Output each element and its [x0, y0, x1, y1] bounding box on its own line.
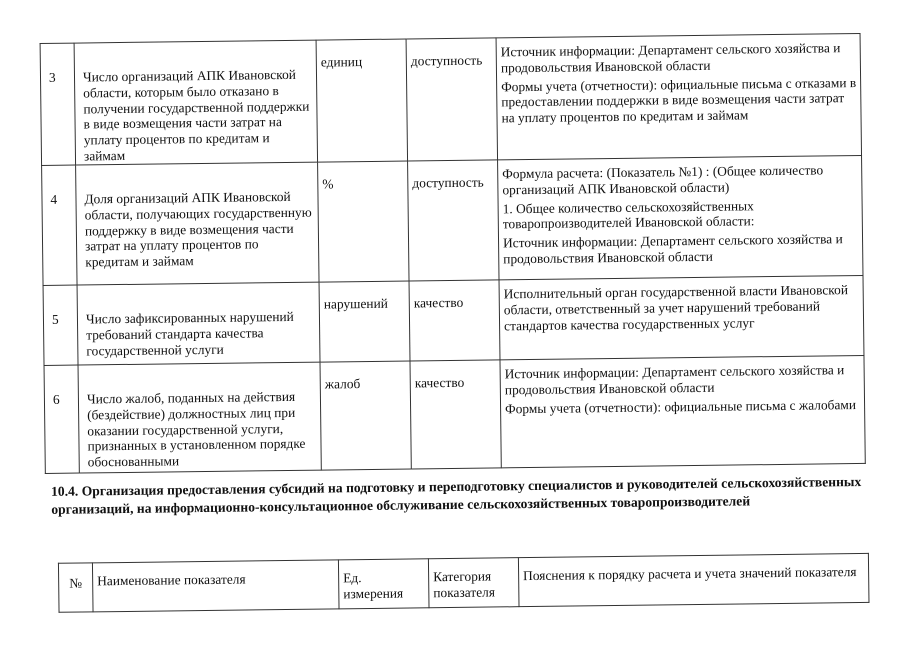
indicator-category: доступность [408, 160, 499, 281]
explanation-paragraph: Источник информации: Департамент сельского хозяйства и продовольствия Ивановской области [504, 362, 845, 398]
row-number: 4 [42, 165, 77, 285]
explanation-paragraph: Формула расчета: (Показатель №1) : (Общее количество организаций АПК Ивановской области) [502, 162, 824, 198]
indicator-category: доступность [406, 38, 497, 161]
section-heading: 10.4. Организация предоставления субсидий на подготовку и переподготовку специалистов и руководителей сельскохозяйственных организаций, на информационно-консультационное обслуживание сельскохозяйственных товаропроизводителей [50, 473, 862, 517]
explanation-paragraph: Исполнительный орган государственной власти Ивановской области, ответственный за учет нарушений требований стандартов качества государственных услуг [503, 282, 849, 333]
next-indicators-table [58, 553, 870, 613]
header-number: № [58, 563, 93, 612]
indicator-category: качество [410, 360, 501, 469]
header-category: Категория показателя [428, 558, 519, 608]
explanation-paragraph: Источник информации: Департамент сельского хозяйства и продовольствия Ивановской области [502, 231, 843, 267]
indicator-name: Число жалоб, поданных на действия (бездействие) должностных лиц при оказании государственной услуги, признанных в установленном порядке обоснованными [78, 362, 321, 473]
unit-of-measure: жалоб [320, 361, 411, 470]
unit-of-measure: единиц [316, 39, 407, 162]
unit-of-measure: % [318, 161, 409, 282]
table-row [43, 275, 864, 365]
calculation-explanation [498, 155, 863, 279]
explanation-paragraph: Формы учета (отчетности): официальные письма с жалобами [504, 396, 857, 416]
table-header-row [58, 553, 869, 612]
indicator-name: Число организаций АПК Ивановской области, которым было отказано в получении государственной поддержки в виде возмещения части затрат на уплату процентов по кредитам и займам [74, 40, 317, 165]
indicator-name: Доля организаций АПК Ивановской области, получающих государственную поддержку в виде возмещения части затрат на уплату процентов по кредитам и займам [76, 162, 319, 285]
calculation-explanation [496, 33, 861, 159]
table-row [40, 33, 861, 165]
explanation-paragraph: 1. Общее количество сельскохозяйственных товаропроизводителей Ивановской области: [502, 197, 755, 232]
indicator-category: качество [409, 280, 500, 361]
row-number: 3 [40, 43, 75, 165]
unit-of-measure: нарушений [319, 281, 410, 362]
header-indicator-name: Наименование показателя [92, 560, 339, 612]
table-row [42, 155, 863, 285]
table-row [44, 355, 865, 473]
calculation-explanation [500, 355, 865, 467]
indicators-table [40, 33, 866, 474]
row-number: 6 [44, 365, 79, 473]
header-explanation: Пояснения к порядку расчета и учета значений показателя [518, 553, 869, 606]
calculation-explanation [499, 275, 864, 359]
row-number: 5 [43, 285, 78, 365]
indicator-name: Число зафиксированных нарушений требований стандарта качества государственной услуги [77, 282, 320, 365]
header-unit: Ед. измерения [338, 559, 429, 609]
explanation-paragraph: Источник информации: Департамент сельского хозяйства и продовольствия Ивановской области [500, 40, 841, 76]
explanation-paragraph: Формы учета (отчетности): официальные письма с отказами в предоставлении поддержки в виде возмещения части затрат на уплату процентов по кредитам и займам [501, 74, 857, 126]
